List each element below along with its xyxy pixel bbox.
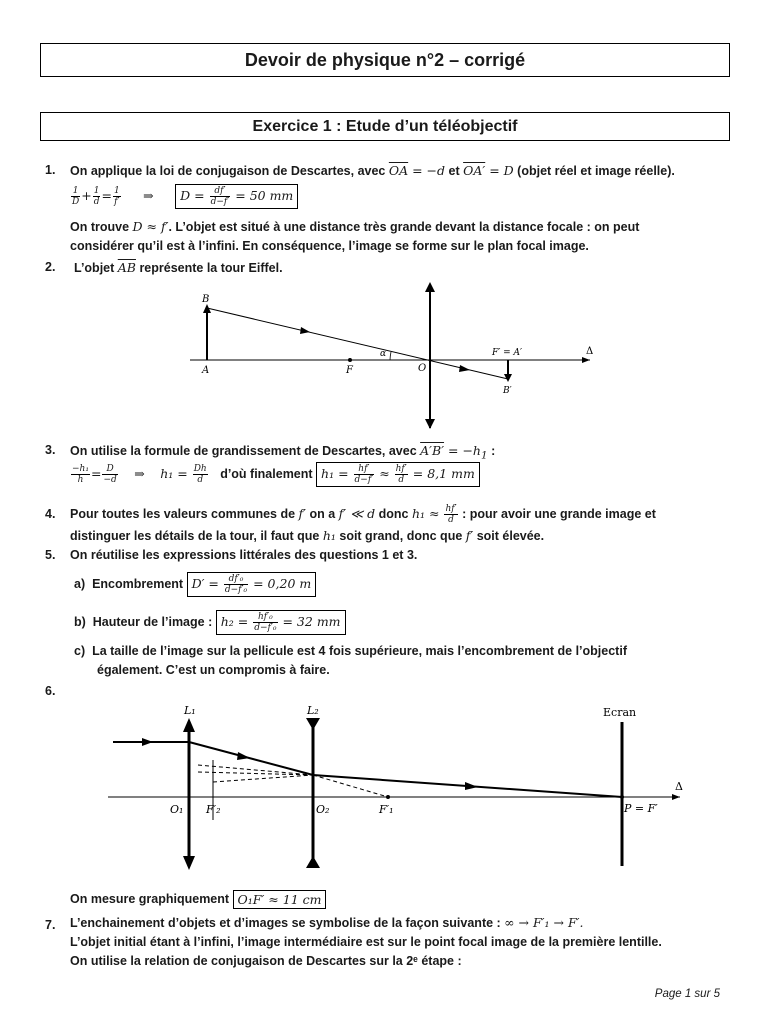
q5c: c) La taille de l’image sur la pellicule est 4 fois supérieure, mais l’encombrement de l’objectif: [74, 644, 627, 658]
q3-formula: $\frac{\text{−h₁}}{h}$ = $\frac{D}{-d}$ ⇒ h₁ = $\frac{Dh}{d}$ d’où finalement h₁ = $\frac{hf'}{d-f'}$ ≈ $\frac{hf'}{d}$ = 8,1 mm: [70, 462, 480, 487]
label-O2: O₂: [316, 803, 330, 816]
lens-bottom-arrow-icon: [425, 419, 435, 429]
lens-diagram-2: [108, 700, 688, 875]
construction-line-4: [213, 775, 313, 782]
q7-line1: L’enchainement d’objets et d’images se symbolise de la façon suivante : ∞ → F′₁ → F′.: [70, 915, 584, 930]
q1-line1: On applique la loi de conjugaison de Descartes, avec $\overline{OA} = -d$ et OA′ = D (objet réel et image réelle).: [70, 163, 675, 178]
lens-diagram-1: [190, 280, 600, 430]
page-number: Page 1 sur 5: [654, 988, 720, 1000]
label-ecran: Ecran: [603, 706, 637, 719]
ray-arrow-icon-2: [459, 365, 470, 372]
refracted-ray-1: [189, 742, 313, 775]
q1-result-box: D = $\frac{df'}{d-f'}$ = 50 mm: [175, 184, 298, 209]
lens-L1-top-arrow-icon: [183, 718, 195, 732]
q7-line2: L’objet initial étant à l’infini, l’image intermédiaire est sur le point focal image de la première lentille.: [70, 935, 662, 949]
q4-line2: distinguer les détails de la tour, il faut que h₁ soit grand, donc que f′ soit élevée.: [70, 528, 545, 543]
q2-text: L’objet $\overline{AB}$ représente la tour Eiffel.: [74, 260, 283, 275]
q5-number: 5.: [45, 548, 56, 562]
q1-line3: On trouve D ≈ f′. L’objet est situé à une distance très grande devant la distance focale : on peut: [70, 219, 640, 234]
ray-arrow-icon-3: [142, 738, 153, 746]
q1-line4: considérer qu’il est à l’infini. En conséquence, l’image se forme sur le plan focal image.: [70, 239, 589, 253]
q3-number: 3.: [45, 443, 56, 457]
lens-top-arrow-icon: [425, 282, 435, 292]
focal-point-F: [348, 358, 352, 362]
label-F1prime: F′₁: [379, 803, 394, 816]
q4-number: 4.: [45, 507, 56, 521]
q3-result-box: h₁ = $\frac{hf'}{d-f'}$ ≈ $\frac{hf'}{d}$ = 8,1 mm: [316, 462, 480, 487]
lens-L2-bottom-arrow-icon: [306, 856, 320, 868]
page-title: Devoir de physique n°2 – corrigé: [40, 43, 730, 77]
q5a: a) Encombrement D′ = $\frac{\text{df′₀}}{\text{d−f′₀}}$ = 0,20 m: [74, 572, 316, 597]
label-delta-2: Δ: [675, 780, 683, 793]
q5c-line2: également. C’est un compromis à faire.: [97, 663, 330, 677]
q5b: b) Hauteur de l’image : h₂ = $\frac{\text{hf′₀}}{\text{d−f′₀}}$ = 32 mm: [74, 610, 346, 635]
label-Bprime: B′: [503, 386, 512, 396]
label-F2prime: F′₂: [206, 803, 221, 816]
q5a-result-box: D′ = $\frac{\text{df′₀}}{\text{d−f′₀}}$ = 0,20 m: [187, 572, 317, 597]
axis-arrow-icon-2: [672, 794, 680, 800]
q3-line1: On utilise la formule de grandissement de Descartes, avec $A'B' = -h_1$ :: [70, 443, 496, 462]
lens-L2-top-arrow-icon: [306, 718, 320, 730]
label-L1: L₁: [184, 704, 196, 717]
label-A: A: [202, 365, 210, 376]
q4-line1: Pour toutes les valeurs communes de f′ on a f′ ≪ d donc h₁ ≈ $\frac{hf'}{d}$ : pour avoir une grande image et: [70, 504, 656, 525]
exercise-title: Exercice 1 : Etude d’un téléobjectif: [40, 112, 730, 141]
q1-number: 1.: [45, 163, 56, 177]
q1-formula: $\frac{1}{D}$ + $\frac{1}{d}$ = $\frac{1}{f'}$ ⇒ D = $\frac{df'}{d-f'}$ = 50 mm: [70, 184, 298, 209]
angle-arc: [390, 352, 391, 360]
label-delta: Δ: [586, 346, 594, 357]
label-O: O: [418, 363, 427, 374]
q5-line1: On réutilise les expressions littérales des questions 1 et 3.: [70, 548, 418, 562]
q2-number: 2.: [45, 260, 56, 274]
label-alpha: α: [380, 349, 387, 359]
q6-number: 6.: [45, 684, 56, 698]
q6-result-box: O₁F′ ≈ 11 cm: [233, 890, 327, 909]
label-Fprime: F′ = A′: [492, 348, 523, 358]
q5b-result-box: h₂ = $\frac{\text{hf′₀}}{\text{d−f′₀}}$ = 32 mm: [216, 610, 346, 635]
focal-point-F1: [386, 795, 390, 799]
axis-arrow-icon: [582, 357, 590, 363]
ray-arrow-icon-4: [237, 752, 250, 760]
label-B: B: [202, 294, 210, 305]
lens-L1-bottom-arrow-icon: [183, 856, 195, 870]
label-P: P = F′: [624, 802, 658, 815]
q6-measure: On mesure graphiquement O₁F′ ≈ 11 cm: [70, 890, 326, 909]
ray-arrow-icon: [300, 327, 310, 334]
point-P: [620, 795, 624, 799]
label-L2: L₂: [307, 704, 319, 717]
q7-number: 7.: [45, 918, 56, 932]
q7-line3: On utilise la relation de conjugaison de Descartes sur la 2ᵉ étape :: [70, 954, 462, 968]
label-F: F: [346, 365, 353, 376]
label-O1: O₁: [170, 803, 184, 816]
